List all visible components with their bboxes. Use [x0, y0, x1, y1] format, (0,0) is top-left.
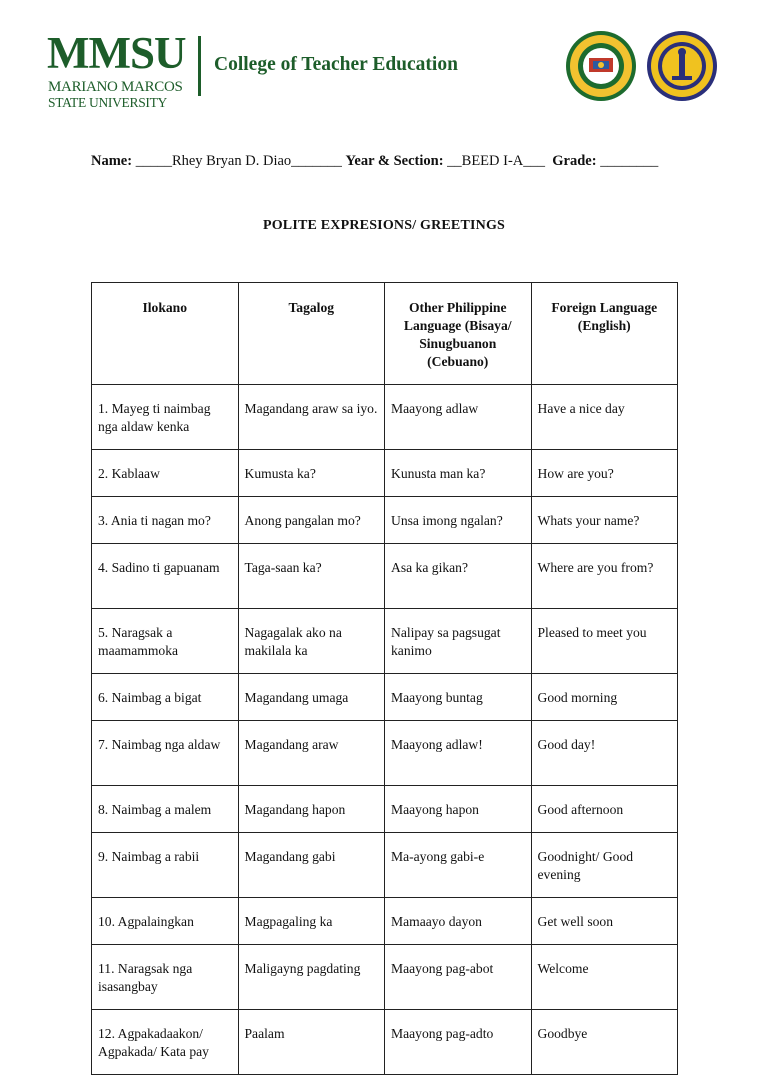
cell-english: Good afternoon — [531, 786, 678, 833]
cell-tagalog: Taga-saan ka? — [238, 544, 385, 609]
cell-other-language: Maayong adlaw! — [385, 721, 532, 786]
cell-tagalog: Magandang gabi — [238, 833, 385, 898]
cell-ilokano: 4. Sadino ti gapuanam — [92, 544, 239, 609]
logo-divider — [198, 36, 201, 96]
cell-english: Pleased to meet you — [531, 609, 678, 674]
logo-line-1: MARIANO MARCOS — [48, 79, 183, 95]
cell-tagalog: Magpagaling ka — [238, 898, 385, 945]
cell-english: Where are you from? — [531, 544, 678, 609]
cell-english: Goodnight/ Good evening — [531, 833, 678, 898]
cell-english: Welcome — [531, 945, 678, 1010]
cell-tagalog: Magandang araw — [238, 721, 385, 786]
header-tagalog: Tagalog — [238, 283, 385, 385]
cell-other-language: Maayong buntag — [385, 674, 532, 721]
cell-ilokano: 12. Agpakadaakon/ Agpakada/ Kata pay — [92, 1010, 239, 1075]
table-row — [92, 609, 678, 674]
grade-label: Grade: — [552, 153, 597, 169]
document-title: POLITE EXPRESIONS/ GREETINGS — [262, 218, 506, 233]
cell-english: Get well soon — [531, 898, 678, 945]
cell-english: Good morning — [531, 674, 678, 721]
logo-line-2: STATE UNIVERSITY — [48, 95, 167, 110]
cell-other-language: Asa ka gikan? — [385, 544, 532, 609]
header-foreign-language: Foreign Language (English) — [531, 283, 678, 385]
cell-english: Whats your name? — [531, 497, 678, 544]
year-section-value: __BEED I-A___ — [447, 153, 546, 169]
cell-other-language: Maayong hapon — [385, 786, 532, 833]
cell-ilokano: 2. Kablaaw — [92, 450, 239, 497]
cell-tagalog: Kumusta ka? — [238, 450, 385, 497]
cell-tagalog: Magandang araw sa iyo. — [238, 385, 385, 450]
cell-other-language: Nalipay sa pagsugat kanimo — [385, 609, 532, 674]
greetings-table — [91, 282, 678, 1075]
header-ilokano: Ilokano — [92, 283, 239, 385]
table-row — [92, 385, 678, 450]
table-header-row — [92, 283, 678, 385]
name-value: _____Rhey Bryan D. Diao_______ — [135, 153, 342, 169]
cell-other-language: Kunusta man ka? — [385, 450, 532, 497]
table-row — [92, 721, 678, 786]
college-name: College of Teacher Education — [214, 54, 458, 75]
cell-other-language: Maayong pag-adto — [385, 1010, 532, 1075]
table-row — [92, 674, 678, 721]
student-info-line — [91, 153, 658, 170]
cell-ilokano: 5. Naragsak a maamammoka — [92, 609, 239, 674]
cell-ilokano: 8. Naimbag a malem — [92, 786, 239, 833]
cell-other-language: Unsa imong ngalan? — [385, 497, 532, 544]
table-row — [92, 898, 678, 945]
header-other-language: Other Philippine Language (Bisaya/ Sinugbuanon (Cebuano) — [385, 283, 532, 385]
table-row — [92, 450, 678, 497]
cell-ilokano: 10. Agpalaingkan — [92, 898, 239, 945]
cell-ilokano: 11. Naragsak nga isasangbay — [92, 945, 239, 1010]
table-row — [92, 945, 678, 1010]
cell-ilokano: 7. Naimbag nga aldaw — [92, 721, 239, 786]
cell-tagalog: Magandang umaga — [238, 674, 385, 721]
grade-value: ________ — [600, 153, 659, 169]
cell-english: How are you? — [531, 450, 678, 497]
logo-main-text: MMSU — [47, 28, 186, 78]
cell-tagalog: Maligayng pagdating — [238, 945, 385, 1010]
table-row — [92, 497, 678, 544]
cell-other-language: Maayong adlaw — [385, 385, 532, 450]
college-of-teacher-education-seal-icon — [646, 30, 718, 102]
table-row — [92, 786, 678, 833]
cell-ilokano: 6. Naimbag a bigat — [92, 674, 239, 721]
cell-tagalog: Magandang hapon — [238, 786, 385, 833]
cell-ilokano: 3. Ania ti nagan mo? — [92, 497, 239, 544]
table-row — [92, 544, 678, 609]
name-label: Name: — [91, 153, 133, 169]
cell-other-language: Mamaayo dayon — [385, 898, 532, 945]
cell-tagalog: Paalam — [238, 1010, 385, 1075]
mmsu-seal-icon — [565, 30, 637, 102]
cell-tagalog: Nagagalak ako na makilala ka — [238, 609, 385, 674]
cell-ilokano: 9. Naimbag a rabii — [92, 833, 239, 898]
cell-tagalog: Anong pangalan mo? — [238, 497, 385, 544]
cell-other-language: Ma-ayong gabi-e — [385, 833, 532, 898]
mmsu-logo — [47, 28, 207, 110]
cell-ilokano: 1. Mayeg ti naimbag nga aldaw kenka — [92, 385, 239, 450]
year-section-label: Year & Section: — [345, 153, 444, 169]
cell-other-language: Maayong pag-abot — [385, 945, 532, 1010]
cell-english: Have a nice day — [531, 385, 678, 450]
table-row — [92, 1010, 678, 1075]
cell-english: Goodbye — [531, 1010, 678, 1075]
table-row — [92, 833, 678, 898]
cell-english: Good day! — [531, 721, 678, 786]
